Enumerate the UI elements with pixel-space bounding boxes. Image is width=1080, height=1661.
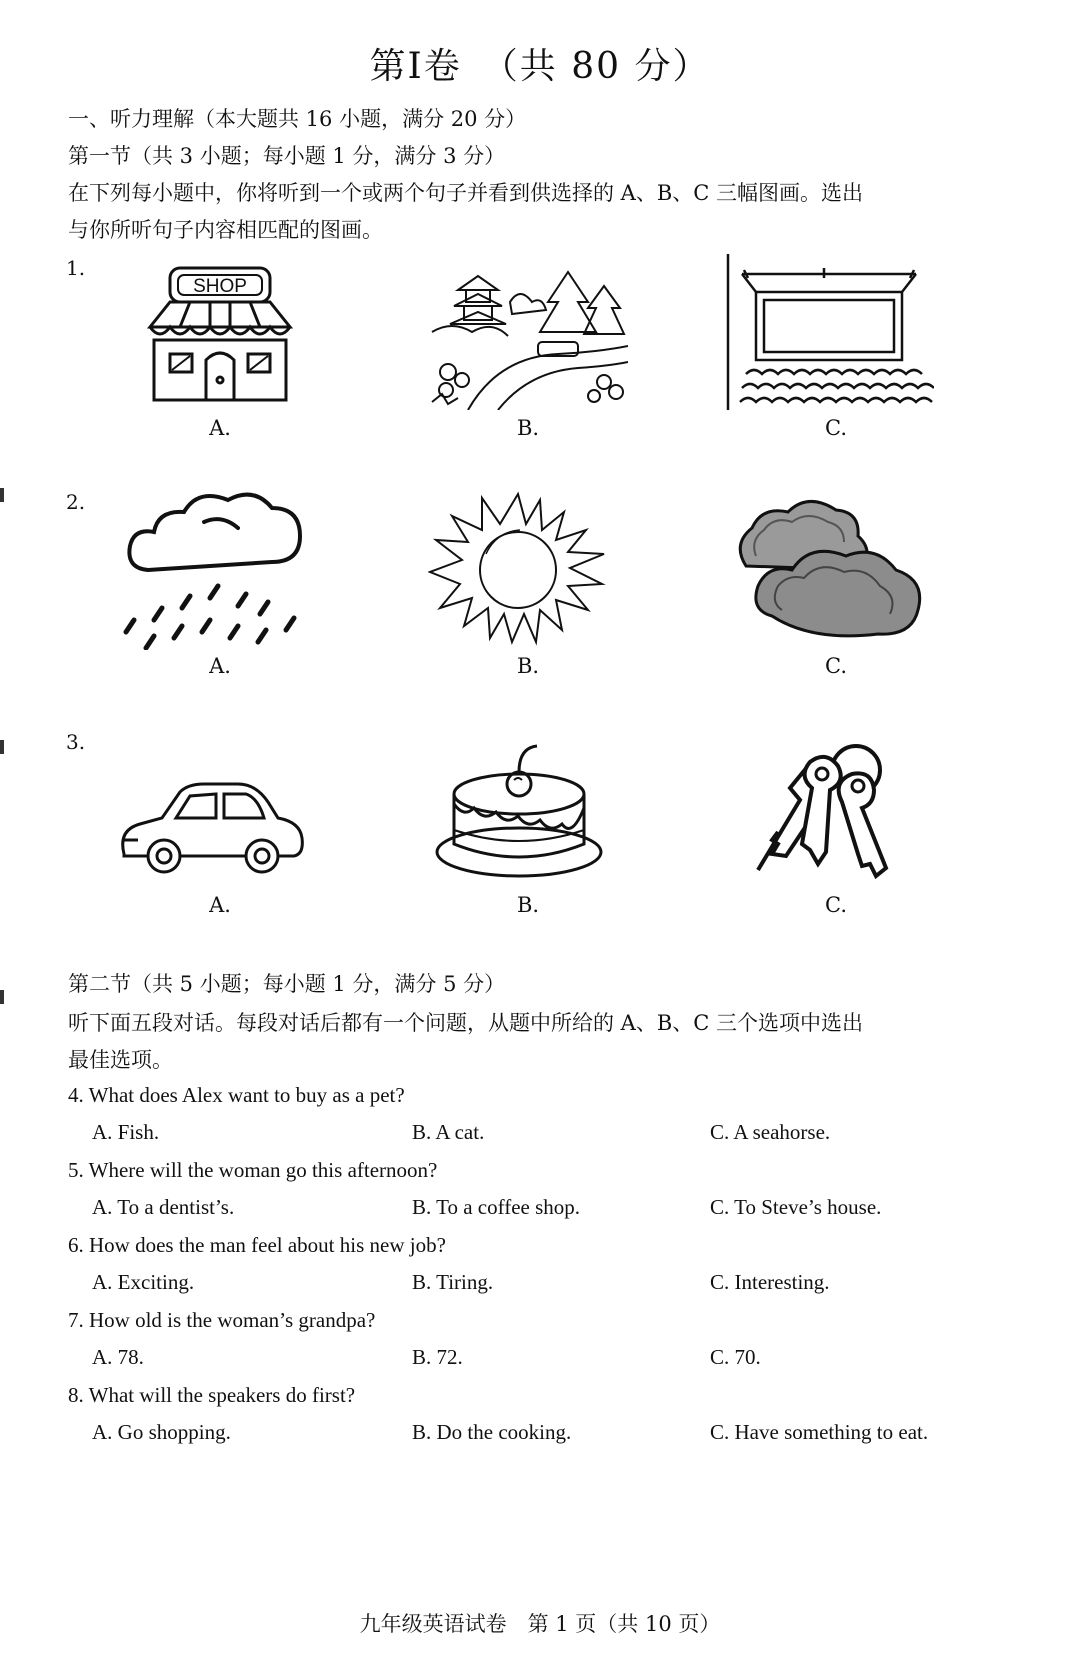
option-label: B.: [516, 654, 540, 678]
question-number: 3.: [66, 730, 86, 754]
binding-margin-mark: [0, 488, 4, 502]
section2-instruction-cont: 最佳选项。: [68, 1048, 173, 1072]
question-text: 6. How does the man feel about his new job?: [68, 1233, 446, 1257]
option-label: A.: [209, 416, 231, 440]
option-label: A.: [209, 654, 231, 678]
option-label: C.: [825, 416, 847, 440]
choice-c[interactable]: C. To Steve’s house.: [710, 1195, 882, 1219]
section1-instruction: 在下列每小题中，你将听到一个或两个句子并看到供选择的 A、B、C 三幅图画。选出: [68, 181, 864, 205]
paper-title: 第Ⅰ卷 （共 80 分）: [369, 46, 711, 87]
choice-b[interactable]: B. 72.: [412, 1345, 463, 1369]
section2-heading: 第二节（共 5 小题；每小题 1 分，满分 5 分）: [68, 972, 506, 996]
section2-instruction: 听下面五段对话。每段对话后都有一个问题，从题中所给的 A、B、C 三个选项中选出: [68, 1011, 864, 1035]
question-number: 2.: [66, 490, 86, 514]
choice-b[interactable]: B. Tiring.: [412, 1270, 494, 1294]
part1-heading: 一、听力理解（本大题共 16 小题，满分 20 分）: [68, 107, 527, 131]
cake-icon[interactable]: [434, 744, 604, 879]
section1-instruction-cont: 与你所听句子内容相匹配的图画。: [68, 218, 383, 242]
choice-a[interactable]: A. 78.: [92, 1345, 144, 1369]
question-text: 5. Where will the woman go this afternoon?: [68, 1158, 438, 1182]
page-footer: 九年级英语试卷 第 1 页（共 10 页）: [359, 1612, 721, 1636]
option-label: C.: [825, 893, 847, 917]
question-text: 7. How old is the woman’s grandpa?: [68, 1308, 376, 1332]
option-label: B.: [516, 416, 540, 440]
choice-a[interactable]: A. Exciting.: [92, 1270, 195, 1294]
shop-sign-text: SHOP: [193, 276, 247, 297]
binding-margin-mark: [0, 990, 4, 1004]
sun-icon[interactable]: [428, 490, 608, 650]
cinema-icon[interactable]: [724, 250, 934, 410]
choice-c[interactable]: C. Interesting.: [710, 1270, 830, 1294]
section1-heading: 第一节（共 3 小题；每小题 1 分，满分 3 分）: [68, 144, 506, 168]
option-label: C.: [825, 654, 847, 678]
question-text: 4. What does Alex want to buy as a pet?: [68, 1083, 405, 1107]
choice-b[interactable]: B. To a coffee shop.: [412, 1195, 581, 1219]
choice-c[interactable]: C. Have something to eat.: [710, 1420, 929, 1444]
question-text: 8. What will the speakers do first?: [68, 1383, 356, 1407]
option-label: A.: [209, 893, 231, 917]
choice-c[interactable]: C. 70.: [710, 1345, 761, 1369]
keys-icon[interactable]: [738, 740, 898, 888]
choice-b[interactable]: B. Do the cooking.: [412, 1420, 572, 1444]
car-icon[interactable]: [116, 778, 306, 878]
choice-a[interactable]: A. Fish.: [92, 1120, 160, 1144]
cloudy-icon[interactable]: [732, 496, 922, 646]
question-number: 1.: [66, 256, 86, 280]
rain-cloud-icon[interactable]: [118, 490, 318, 650]
shop-icon[interactable]: [140, 262, 300, 407]
choice-a[interactable]: A. Go shopping.: [92, 1420, 231, 1444]
park-landscape-icon[interactable]: [428, 262, 628, 410]
choice-a[interactable]: A. To a dentist’s.: [92, 1195, 235, 1219]
choice-b[interactable]: B. A cat.: [412, 1120, 485, 1144]
option-label: B.: [516, 893, 540, 917]
binding-margin-mark: [0, 740, 4, 754]
choice-c[interactable]: C. A seahorse.: [710, 1120, 831, 1144]
